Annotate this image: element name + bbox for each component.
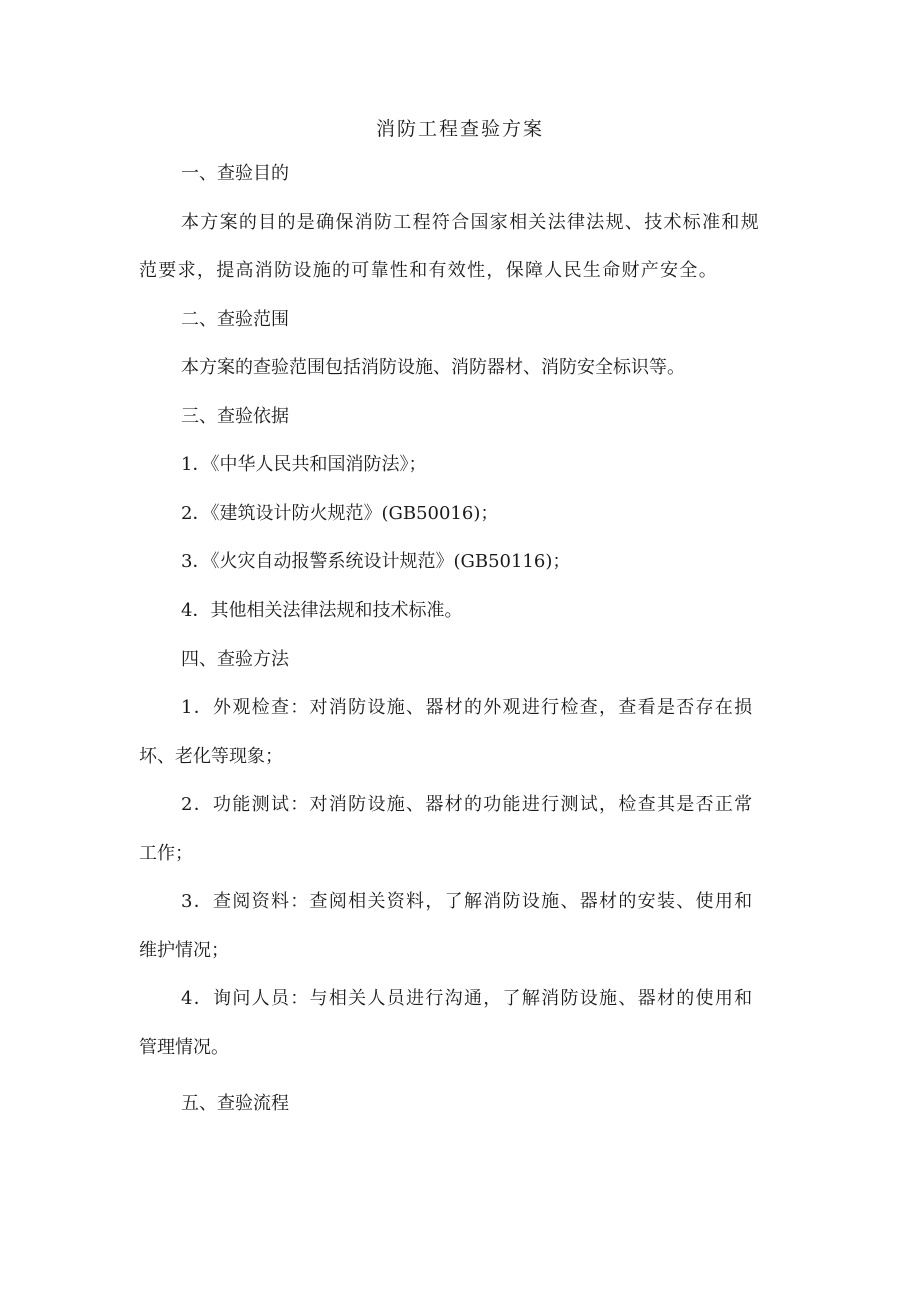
- list-item-basis-4: 4．其他相关法律法规和技术标准。: [181, 600, 463, 621]
- list-item-basis-2: 2．《建筑设计防火规范》(GB50016)；: [181, 503, 499, 524]
- list-item-basis-1: 1．《中华人民共和国消防法》；: [181, 454, 427, 475]
- section-heading-basis: 三、查验依据: [181, 406, 289, 427]
- paragraph-scope: 本方案的查验范围包括消防设施、消防器材、消防安全标识等。: [181, 357, 685, 378]
- paragraph-method-4-line-2: 管理情况。: [139, 1037, 229, 1058]
- paragraph-method-4-line-1: 4．询问人员：与相关人员进行沟通，了解消防设施、器材的使用和: [181, 988, 754, 1009]
- paragraph-method-1-line-2: 坏、老化等现象；: [139, 746, 283, 767]
- paragraph-method-1-line-1: 1．外观检查：对消防设施、器材的外观进行检查，查看是否存在损: [181, 697, 754, 718]
- paragraph-method-2-line-1: 2．功能测试：对消防设施、器材的功能进行测试，检查其是否正常: [181, 794, 754, 815]
- paragraph-method-3-line-2: 维护情况；: [139, 940, 229, 961]
- paragraph-method-3-line-1: 3．查阅资料：查阅相关资料，了解消防设施、器材的安装、使用和: [181, 891, 754, 912]
- section-heading-methods: 四、查验方法: [181, 649, 289, 670]
- paragraph-method-2-line-2: 工作；: [139, 843, 193, 864]
- section-heading-process: 五、查验流程: [181, 1093, 289, 1114]
- section-heading-purpose: 一、查验目的: [181, 163, 289, 184]
- section-heading-scope: 二、查验范围: [181, 309, 289, 330]
- list-item-basis-3: 3．《火灾自动报警系统设计规范》(GB50116)；: [181, 551, 571, 572]
- paragraph-purpose-line-1: 本方案的目的是确保消防工程符合国家相关法律法规、技术标准和规: [181, 212, 760, 233]
- document-title: 消防工程查验方案: [375, 118, 544, 140]
- paragraph-purpose-line-2: 范要求，提高消防设施的可靠性和有效性，保障人民生命财产安全。: [139, 260, 718, 281]
